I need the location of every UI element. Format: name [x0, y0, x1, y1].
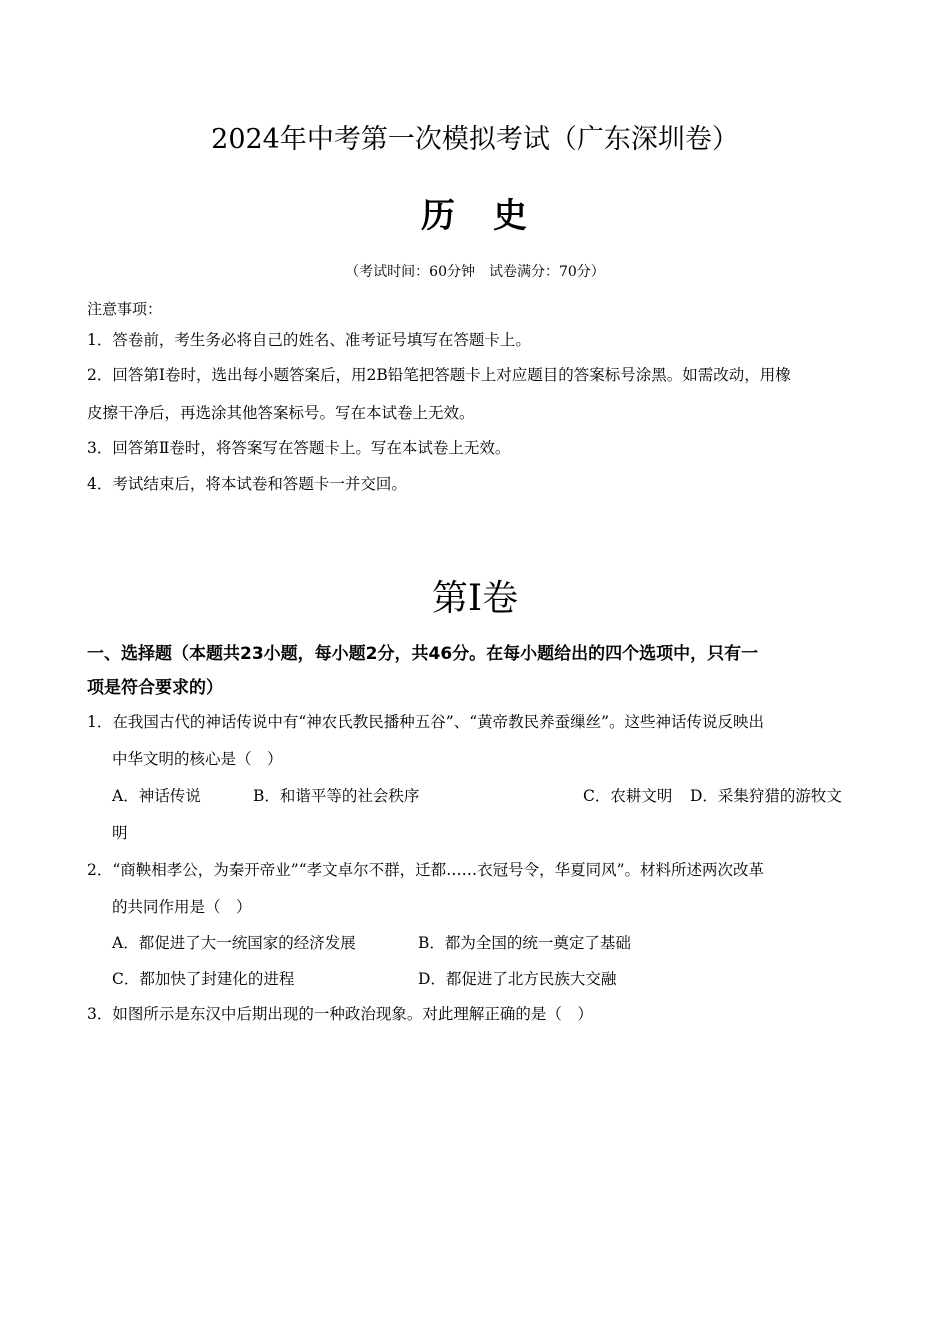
section-title: 第Ⅰ卷	[431, 578, 519, 619]
part-heading-continuation: 项是符合要求的）	[87, 678, 223, 698]
question-1-option-d-wrap: 明	[112, 824, 128, 842]
subject-title: 历 史	[421, 196, 529, 236]
question-2-option-d: D．都促进了北方民族大交融	[418, 970, 617, 988]
notice-item-continuation: 皮擦干净后，再选涂其他答案标号。写在本试卷上无效。	[87, 404, 475, 422]
notice-item: 3．回答第Ⅱ卷时，将答案写在答题卡上。写在本试卷上无效。	[87, 439, 511, 457]
question-1-option-a: A．神话传说	[112, 787, 201, 805]
question-2-option-a: A．都促进了大一统国家的经济发展	[112, 934, 356, 952]
notice-item: 2．回答第Ⅰ卷时，选出每小题答案后，用2B铅笔把答题卡上对应题目的答案标号涂黑。如需改动，用橡	[87, 366, 791, 384]
question-2-stem: 2．“商鞅相孝公，为秦开帝业”“孝文卓尔不群，迁都……衣冠号令，华夏同风”。材料所述两次改革	[87, 861, 765, 879]
question-2-option-b: B．都为全国的统一奠定了基础	[418, 934, 631, 952]
part-heading: 一、选择题（本题共23小题，每小题2分，共46分。在每小题给出的四个选项中，只有一	[87, 644, 759, 664]
question-1-option-d: D．采集狩猎的游牧文	[690, 787, 842, 805]
notice-heading: 注意事项：	[87, 300, 163, 318]
question-1-stem-continuation: 中华文明的核心是（ ）	[112, 750, 283, 768]
question-2-stem-continuation: 的共同作用是（ ）	[112, 898, 252, 916]
notice-item: 4．考试结束后，将本试卷和答题卡一并交回。	[87, 475, 407, 493]
exam-title: 2024年中考第一次模拟考试（广东深圳卷）	[211, 124, 739, 155]
question-2-option-c: C．都加快了封建化的进程	[112, 970, 295, 988]
question-3-stem: 3．如图所示是东汉中后期出现的一种政治现象。对此理解正确的是（ ）	[87, 1005, 593, 1023]
notice-item: 1．答卷前，考生务必将自己的姓名、准考证号填写在答题卡上。	[87, 331, 531, 349]
exam-info: （考试时间：60分钟 试卷满分：70分）	[345, 264, 605, 280]
question-1-stem: 1．在我国古代的神话传说中有“神农氏教民播种五谷”、“黄帝教民养蚕缫丝”。这些神话传说反映出	[87, 713, 765, 731]
question-1-option-c: C．农耕文明	[583, 787, 673, 805]
question-1-option-b: B．和谐平等的社会秩序	[253, 787, 420, 805]
